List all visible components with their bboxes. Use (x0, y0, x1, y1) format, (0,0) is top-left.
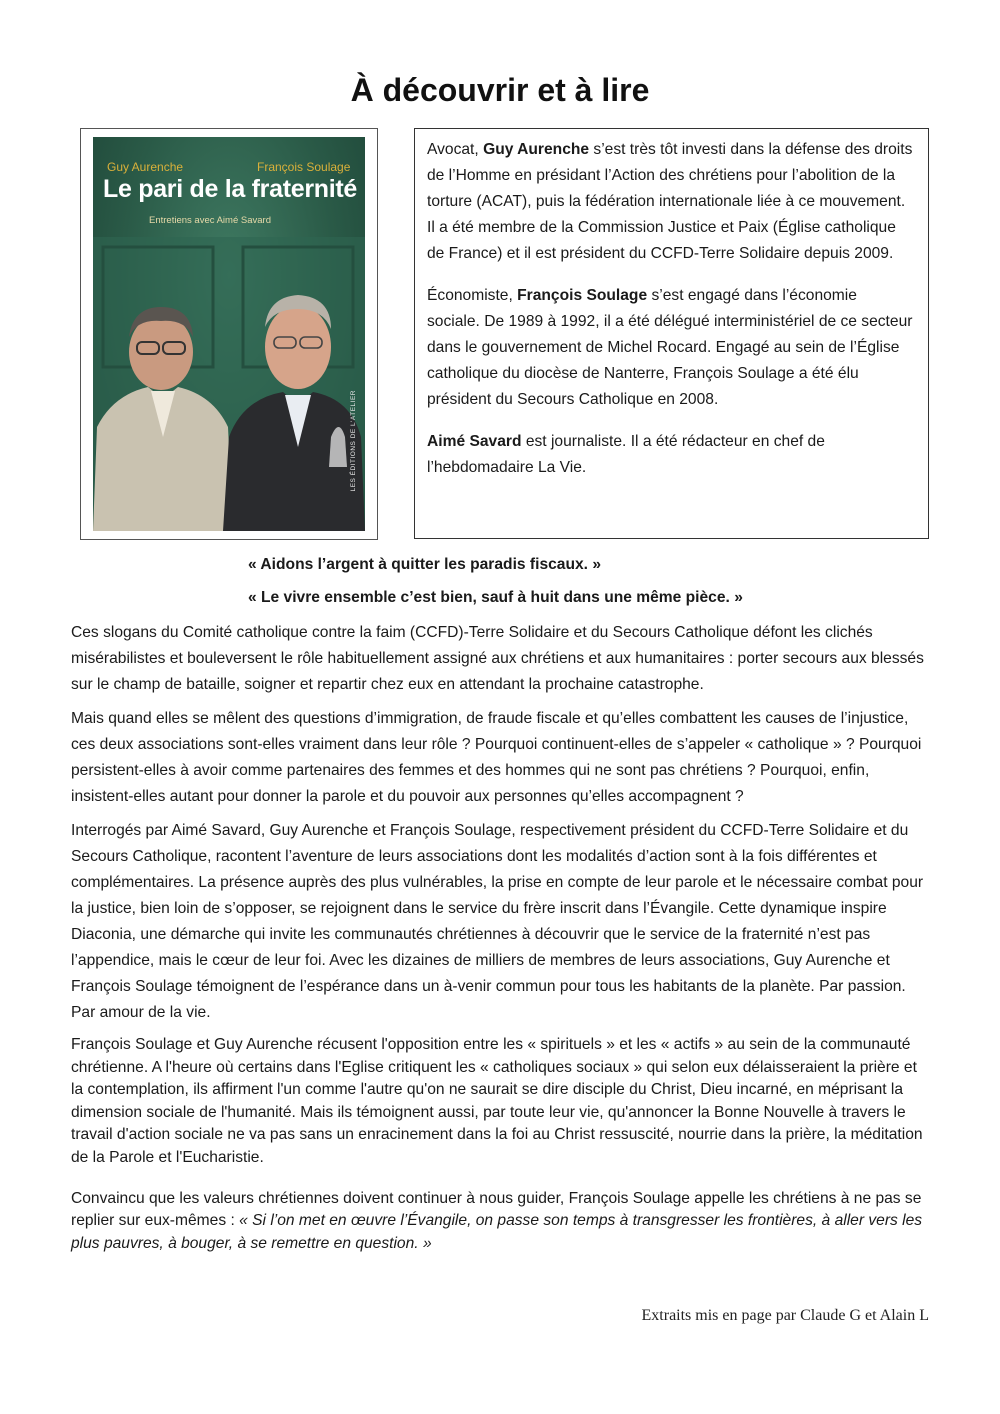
cover-publisher: LES ÉDITIONS DE L'ATELIER (350, 389, 357, 491)
paragraph: Ces slogans du Comité catholique contre la faim (CCFD)-Terre Solidaire et du Secours Catholique défont les clichés misérabilistes et bouleversent le rôle habituellement assigné aux chrétiens et aux humanitaires : porter secours aux blessés sur le champ de bataille, soigner et repartir chez eux en attendant la prochaine catastrophe. (71, 624, 924, 693)
page-title: À découvrir et à lire (350, 72, 650, 108)
bio-aime-savard (427, 429, 914, 481)
bio-text: s’est très tôt investi dans la défense des droits de l’Homme en présidant l’Action des chrétiens pour l’abolition de la torture (ACAT), puis la fédération internationale liée à ce mouvement. Il a été membre de la Commission Justice et Paix (Église catholique de France) et il est président du CCFD-Terre Solidaire depuis 2009. (427, 141, 913, 262)
cover-subtitle: Entretiens avec Aimé Savard (149, 215, 271, 226)
cover-author-2: François Soulage (257, 160, 351, 174)
book-cover-image (93, 137, 365, 531)
cover-author-1: Guy Aurenche (107, 160, 184, 174)
paragraph: Mais quand elles se mêlent des questions d’immigration, de fraude fiscale et qu’elles combattent les causes de l’injustice, ces deux associations sont-elles vraiment dans leur rôle ? Pourquoi continuent-elles de s’appeler « catholique » ? Pourquoi persistent-elles à avoir comme partenaires des femmes et des hommes qui ne sont pas chrétiens ? Pourquoi, enfin, insistent-elles autant pour donner la parole et du pouvoir aux personnes qu’elles accompagnent ? (71, 710, 922, 805)
bio-text: est journaliste. Il a été rédacteur en chef de l’hebdomadaire La Vie. (427, 433, 825, 476)
paragraph: François Soulage et Guy Aurenche récusent l'opposition entre les « spirituels » et les « actifs » au sein de la communauté chrétienne. A l'heure où certains dans l'Eglise critiquent les « catholiques sociaux » qui selon eux délaisseraient la prière et la contemplation, ils affirment l'un comme l'autre qu'on ne saurait se dire disciple du Christ, Dieu incarné, en méprisant la dimension sociale de l'humanité. Mais ils témoignent aussi, par toute leur vie, qu'annoncer la Bonne Nouvelle à travers le travail d'action sociale ne va pas sans un enracinement dans la foi au Christ ressuscité, nourrie dans la prière, la méditation de la Parole et l'Eucharistie. (71, 1036, 923, 1166)
bio-name: Guy Aurenche (483, 141, 590, 158)
article-body (71, 620, 931, 1263)
paragraph: Interrogés par Aimé Savard, Guy Aurenche et François Soulage, respectivement président du CCFD-Terre Solidaire et du Secours Catholique, racontent l’aventure de leurs associations dont les modalités d’action sont à la fois différentes et complémentaires. La présence auprès des plus vulnérables, la prise en compte de leur parole et le nécessaire combat pour la justice, bien loin de s’opposer, se rejoignent dans le service du frère inscrit dans l’Évangile. Cette dynamique inspire Diaconia, une démarche qui invite les communautés chrétiennes à découvrir que le service de la fraternité n’est pas l’appendice, mais le cœur de leur foi. Avec les dizaines de milliers de membres de leurs associations, Guy Aurenche et François Soulage témoignent de l’espérance dans un à-venir commun pour tous les habitants de la planète. Par passion. Par amour de la vie. (71, 822, 924, 1021)
paragraph-text: Convaincu que les valeurs chrétiennes doivent continuer à nous guider, François Soulage appelle les chrétiens à ne pas se replier sur eux-mêmes : (71, 1189, 922, 1230)
cover-book-title: Le pari de la fraternité (103, 175, 357, 203)
slogan-quote: « Aidons l’argent à quitter les paradis fiscaux. » (248, 556, 601, 573)
bio-guy-aurenche (427, 137, 914, 267)
slogan-quote: « Le vivre ensemble c’est bien, sauf à huit dans une même pièce. » (248, 589, 743, 606)
bio-name: François Soulage (517, 287, 648, 304)
inline-quote: « Si l’on met en œuvre l’Évangile, on passe son temps à transgresser les frontières, à aller vers les plus pauvres, à bouger, à se remettre en question. » (71, 1212, 923, 1252)
bio-text: s’est engagé dans l’économie sociale. De 1989 à 1992, il a été délégué interministériel de ce secteur dans le gouvernement de Michel Rocard. Engagé au sein de l’Église catholique du diocèse de Nanterre, François Soulage a été élu président du Secours Catholique en 2008. (427, 287, 913, 408)
bio-text: Économiste, (427, 287, 518, 304)
bio-francois-soulage (427, 283, 914, 413)
bio-text: Avocat, (427, 141, 484, 158)
book-cover (80, 128, 378, 540)
paragraph (71, 1188, 931, 1256)
author-bio-box (414, 128, 929, 539)
bio-name: Aimé Savard (427, 433, 522, 450)
credits-footer: Extraits mis en page par Claude G et Alain L (641, 1307, 929, 1324)
